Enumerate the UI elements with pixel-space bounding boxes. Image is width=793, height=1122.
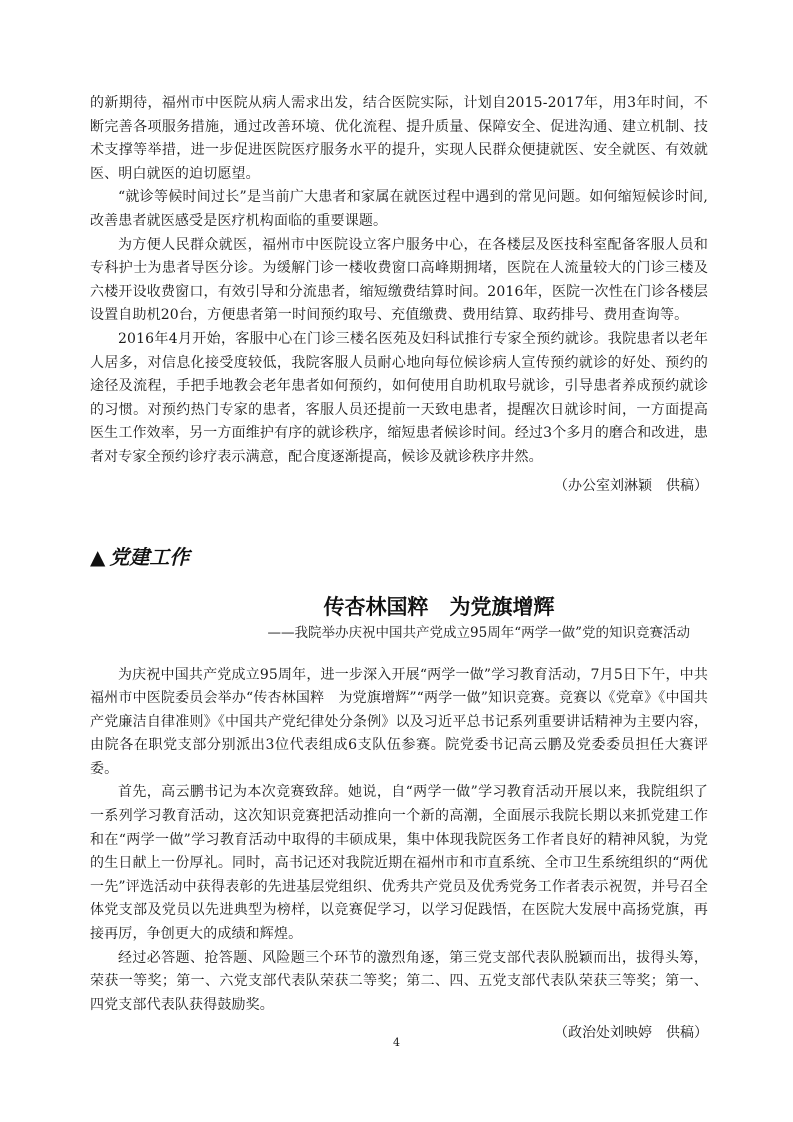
article1-credit: （办公室刘淋颖 供稿） <box>554 477 708 494</box>
article1-paragraph-3: 为方便人民群众就医，福州市中医院设立客户服务中心，在各楼层及医技科室配备客服人员和专科护士为患者导医分诊。为缓解门诊一楼收费窗口高峰期拥堵，医院在人流量较大的门诊三楼及六楼开设收费窗口，有效引导和分流患者，缩短缴费结算时间。2016年，医院一次性在门诊各楼层设置自助机20台，方便患者第一时间预约取号、充值缴费、费用结算、取药排号、费用查询等。 <box>90 236 708 324</box>
section-heading-text: 党建工作 <box>109 544 190 569</box>
triangle-marker-icon: ▲ <box>90 544 106 569</box>
document-page <box>90 92 708 1045</box>
article2-paragraph-1: 为庆祝中国共产党成立95周年，进一步深入开展“两学一做”学习教育活动，7月5日下午，中共福州市中医院委员会举办“传杏林国粹 为党旗增辉”“两学一做”知识竞赛。竞赛以《党章》《中国共产党廉洁自律准则》《中国共产党纪律处分条例》以及习近平总书记系列重要讲话精神为主要内容，由院各在职党支部分别派出3位代表组成6支队伍参赛。院党委书记高云鹏及党委委员担任大赛评委。 <box>90 666 708 777</box>
page-number: 4 <box>393 1036 400 1049</box>
article-subtitle: ——我院举办庆祝中国共产党成立95周年“两学一做”党的知识竞赛活动 <box>267 624 690 641</box>
article1-paragraph-4: 2016年4月开始，客服中心在门诊三楼名医苑及妇科试推行专家全预约就诊。我院患者以老年人居多，对信息化接受度较低，我院客服人员耐心地向每位候诊病人宣传预约就诊的好处、预约的途径及流程，手把手地教会老年患者如何预约，如何使用自助机取号就诊，引导患者养成预约就诊的习惯。对预约热门专家的患者，客服人员还提前一天致电患者，提醒次日就诊时间，一方面提高医生工作效率，另一方面维护有序的就诊秩序，缩短患者候诊时间。经过3个多月的磨合和改进，患者对专家全预约诊疗表示满意，配合度逐渐提高，候诊及就诊秩序井然。 <box>90 330 708 465</box>
article-title: 传杏林国粹 为党旗增辉 <box>323 594 555 619</box>
article1-paragraph-2: “就诊等候时间过长”是当前广大患者和家属在就医过程中遇到的常见问题。如何缩短候诊时间,改善患者就医感受是医疗机构面临的重要课题。 <box>90 189 708 229</box>
article2-paragraph-3: 经过必答题、抢答题、风险题三个环节的激烈角逐，第三党支部代表队脱颖而出，拔得头筹，荣获一等奖；第一、六党支部代表队荣获二等奖；第二、四、五党支部代表队荣获三等奖；第一、四党支部代表队获得鼓励奖。 <box>90 949 708 1013</box>
article2-paragraph-2: 首先，高云鹏书记为本次竞赛致辞。她说，自“两学一做”学习教育活动开展以来，我院组织了一系列学习教育活动，这次知识竞赛把活动推向一个新的高潮，全面展示我院长期以来抓党建工作和在“两学一做”学习教育活动中取得的丰硕成果，集中体现我院医务工作者良好的精神风貌，为党的生日献上一份厚礼。同时，高书记还对我院近期在福州市和市直系统、全市卫生系统组织的“两优一先”评选活动中获得表彰的先进基层党组织、优秀共产党员及优秀党务工作者表示祝贺，并号召全体党支部及党员以先进典型为榜样，以竞赛促学习，以学习促践悟，在医院大发展中高扬党旗，再接再厉，争创更大的成绩和辉煌。 <box>90 784 708 943</box>
section-heading <box>90 542 708 572</box>
article1-paragraph-1: 的新期待，福州市中医院从病人需求出发，结合医院实际，计划自2015-2017年，用3年时间，不断完善各项服务措施，通过改善环境、优化流程、提升质量、保障安全、促进沟通、建立机制、技术支撑等举措，进一步促进医院医疗服务水平的提升，实现人民群众便捷就医、安全就医、有效就医、明白就医的迫切愿望。 <box>90 95 708 182</box>
article2-credit: （政治处刘映婷 供稿） <box>554 1025 708 1042</box>
